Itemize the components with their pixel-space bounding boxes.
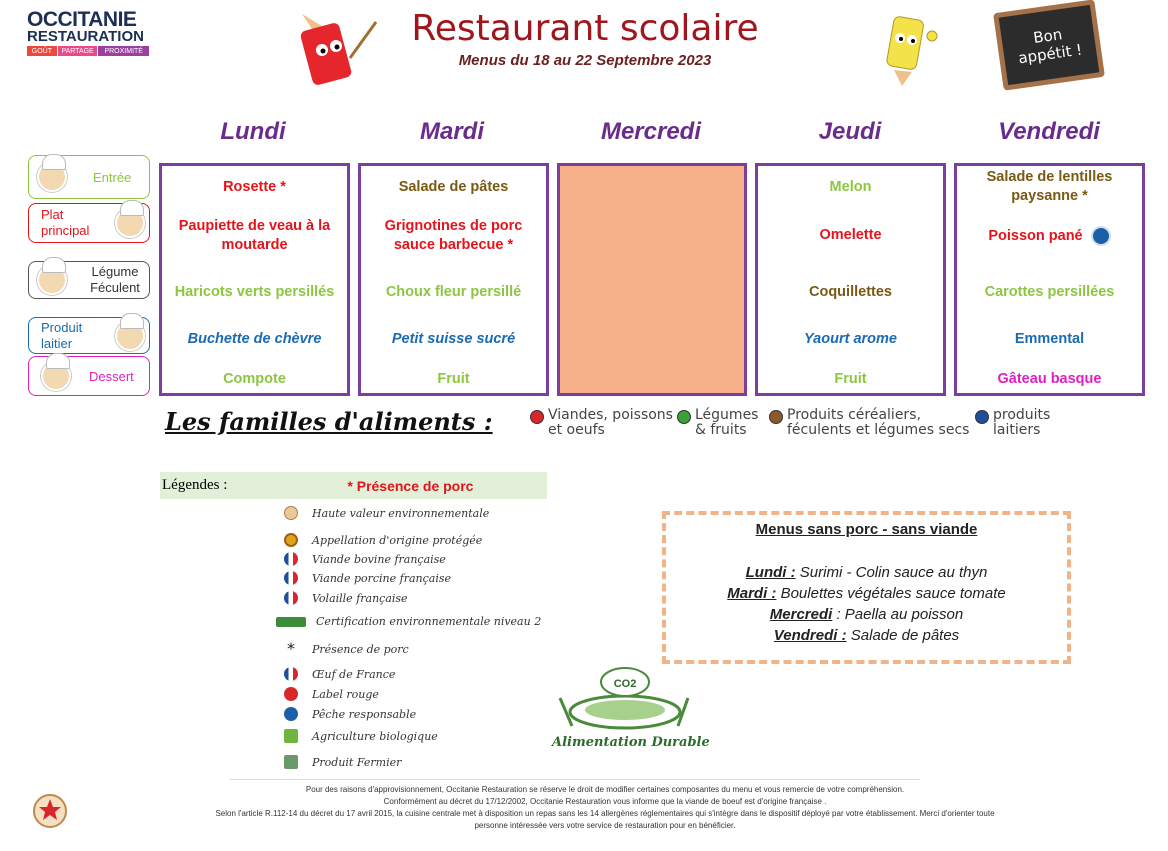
category-legume-label: Légume Féculent	[90, 264, 140, 295]
bon-appetit-chalkboard	[993, 0, 1105, 91]
legend-header	[160, 472, 547, 499]
menu-plat: Grignotines de porc sauce barbecue *	[384, 218, 523, 253]
legend-row	[276, 615, 541, 628]
sans-porc-text: Boulettes végétales sauce tomate	[776, 585, 1006, 602]
certification-env-icon	[276, 617, 306, 627]
legend-row	[284, 639, 409, 658]
menu-laitier: Buchette de chèvre	[187, 331, 322, 347]
family-legumes-l1: Légumes	[695, 407, 759, 423]
legend-label: Pêche responsable	[312, 707, 417, 721]
pencil-mascot-yellow-icon	[872, 14, 942, 94]
family-viandes	[530, 408, 673, 438]
chalkboard-line2: appétit !	[1017, 40, 1084, 68]
footer-line2: Conformément au décret du 17/12/2002, Occitanie Restauration vous informe que la viande de boeuf est d'origine française .	[383, 797, 827, 806]
sans-porc-day: Mardi :	[727, 585, 777, 602]
legend-porc: * Présence de porc	[347, 477, 474, 494]
logo-line1: OCCITANIE	[27, 8, 137, 31]
aop-icon	[284, 533, 298, 547]
day-header-mardi: Mardi	[419, 118, 484, 145]
sans-porc-text: Salade de pâtes	[846, 627, 960, 644]
day-header-lundi: Lundi	[220, 118, 286, 145]
menu-legume: Coquillettes	[809, 284, 892, 300]
menu-entree: Salade de lentilles paysanne *	[986, 169, 1113, 204]
menu-dessert: Fruit	[437, 371, 470, 387]
menu-dessert: Compote	[223, 371, 286, 387]
viande-bovine-icon	[284, 552, 298, 566]
hve-icon	[284, 506, 298, 520]
family-legumes-l2: & fruits	[695, 422, 747, 438]
category-legume	[28, 261, 150, 299]
legend-title: Légendes :	[162, 477, 228, 493]
asterisk-icon: *	[287, 639, 295, 658]
family-laitiers	[975, 408, 1050, 438]
sans-porc-text: Surimi - Colin sauce au thyn	[795, 564, 988, 581]
family-cereales	[769, 408, 969, 438]
legend-label: Viande bovine française	[312, 552, 446, 566]
category-dessert-label: Dessert	[89, 368, 134, 384]
menu-legume: Carottes persillées	[984, 284, 1115, 300]
menu-legume: Choux fleur persillé	[385, 284, 522, 300]
menu-dessert: Fruit	[834, 371, 867, 387]
legend-label: Produit Fermier	[312, 755, 402, 769]
footer-divider	[230, 779, 920, 780]
legend-label: Présence de porc	[312, 642, 409, 656]
logo-line2: RESTAURATION	[27, 28, 144, 45]
sans-porc-text: : Paella au poisson	[832, 606, 964, 623]
legend-row	[284, 552, 446, 566]
page-subtitle: Menus du 18 au 22 Septembre 2023	[458, 52, 712, 69]
menu-dessert: Gâteau basque	[997, 371, 1102, 387]
footer-line3: Selon l'article R.112-14 du décret du 17 avril 2015, la cuisine centrale met à disposition un repas sans les 14 allergènes réglementaires qui s'intègre dans le dispositif déployé par votre établissement. Merci d'orienter toute	[215, 809, 995, 818]
legend-label: Agriculture biologique	[312, 729, 438, 743]
blue-dot-icon	[975, 410, 989, 424]
family-viandes-l1: Viandes, poissons	[548, 407, 673, 423]
legend-label: Œuf de France	[312, 667, 396, 681]
sans-porc-line	[666, 583, 1067, 604]
sans-porc-title: Menus sans porc - sans viande	[755, 521, 978, 538]
sans-porc-line	[666, 562, 1067, 583]
menu-card-vendredi	[954, 163, 1145, 396]
legend-row	[284, 687, 379, 701]
peche-responsable-icon	[284, 707, 298, 721]
menu-entree: Rosette *	[223, 179, 286, 195]
produit-fermier-icon	[284, 755, 298, 769]
co2-label: CO2	[613, 678, 637, 690]
legend-label: Label rouge	[312, 687, 379, 701]
day-header-vendredi: Vendredi	[998, 118, 1100, 145]
chalkboard-line1: Bon	[1032, 25, 1064, 48]
menu-plat-label: Poisson pané	[988, 227, 1083, 244]
category-laitier-label: Produit laitier	[41, 319, 83, 351]
volaille-icon	[284, 591, 298, 605]
menu-plat	[957, 226, 1142, 246]
menu-plat: Paupiette de veau à la moutarde	[178, 218, 331, 253]
family-laitiers-l2: laitiers	[993, 422, 1041, 438]
category-entree-label: Entrée	[93, 169, 132, 185]
legend-row	[284, 755, 401, 769]
chef-icon	[115, 208, 145, 238]
sans-porc-line	[666, 604, 1067, 625]
footer-line1: Pour des raisons d'approvisionnement, Occitanie Restauration se réserve le droit de modifier certaines composantes du menu et vous remercie de votre compréhension.	[305, 785, 905, 794]
menu-laitier: Emmental	[1014, 331, 1085, 347]
fait-maison-badge-icon	[30, 793, 70, 829]
sans-porc-day: Mercredi	[769, 606, 833, 623]
sans-porc-line	[666, 625, 1067, 646]
label-rouge-icon	[284, 687, 298, 701]
menu-card-mercredi	[557, 163, 747, 396]
legend-row	[284, 707, 416, 721]
menu-card-lundi	[159, 163, 350, 396]
family-legumes	[677, 408, 758, 438]
menu-laitier: Yaourt arome	[804, 331, 897, 347]
legend-label: Appellation d'origine protégée	[312, 533, 483, 547]
family-cereales-l1: Produits céréaliers,	[787, 407, 921, 423]
family-cereales-l2: féculents et légumes secs	[787, 422, 970, 438]
legend-label: Haute valeur environnementale	[312, 506, 490, 520]
logo-tag-proximite: PROXIMITÉ	[98, 46, 149, 56]
category-dessert	[28, 356, 150, 396]
chef-icon	[115, 321, 145, 351]
sans-porc-day: Lundi :	[745, 564, 796, 581]
menu-entree: Melon	[829, 179, 872, 195]
families-title: Les familles d'aliments :	[165, 407, 493, 436]
category-plat-label: Plat principal	[41, 207, 90, 238]
day-header-jeudi: Jeudi	[818, 118, 882, 145]
logo-tag-gout: GOÛT	[27, 46, 57, 56]
menu-legume: Haricots verts persillés	[174, 284, 335, 300]
green-dot-icon	[677, 410, 691, 424]
legend-row	[284, 571, 451, 585]
legend-row	[284, 729, 438, 743]
logo-tag-partage: PARTAGE	[58, 46, 98, 56]
peche-responsable-icon	[1091, 226, 1111, 246]
menu-plat: Omelette	[819, 227, 882, 243]
chef-icon	[37, 265, 67, 295]
menu-card-mardi	[358, 163, 549, 396]
viande-porcine-icon	[284, 571, 298, 585]
alimentation-durable-label: Alimentation Durable	[552, 735, 710, 750]
legend-row	[284, 667, 395, 681]
menu-card-jeudi	[755, 163, 946, 396]
menus-sans-porc-box	[662, 511, 1071, 664]
alimentation-durable-plate-icon	[548, 662, 703, 737]
footer-line4: personne intéressée vers votre service de restauration pour en bénéficier.	[474, 821, 736, 830]
page-title: Restaurant scolaire	[411, 8, 759, 49]
legend-row	[284, 533, 482, 547]
menu-entree: Salade de pâtes	[398, 179, 509, 195]
logo-tagline	[27, 46, 150, 56]
chef-icon	[37, 162, 67, 192]
family-laitiers-l1: produits	[993, 407, 1051, 423]
legend-row	[284, 591, 408, 605]
menu-laitier: Petit suisse sucré	[391, 331, 516, 347]
legend-label: Certification environnementale niveau 2	[316, 615, 542, 628]
category-plat	[28, 203, 150, 243]
legend-row	[284, 506, 489, 520]
family-viandes-l2: et oeufs	[548, 422, 605, 438]
category-laitier	[28, 317, 150, 354]
agriculture-bio-icon	[284, 729, 298, 743]
chef-icon	[41, 361, 71, 391]
red-dot-icon	[530, 410, 544, 424]
sans-porc-day: Vendredi :	[773, 627, 847, 644]
legend-label: Volaille française	[312, 591, 408, 605]
oeuf-france-icon	[284, 667, 298, 681]
day-header-mercredi: Mercredi	[600, 118, 702, 145]
legend-label: Viande porcine française	[312, 571, 452, 585]
category-entree	[28, 155, 150, 199]
brown-dot-icon	[769, 410, 783, 424]
